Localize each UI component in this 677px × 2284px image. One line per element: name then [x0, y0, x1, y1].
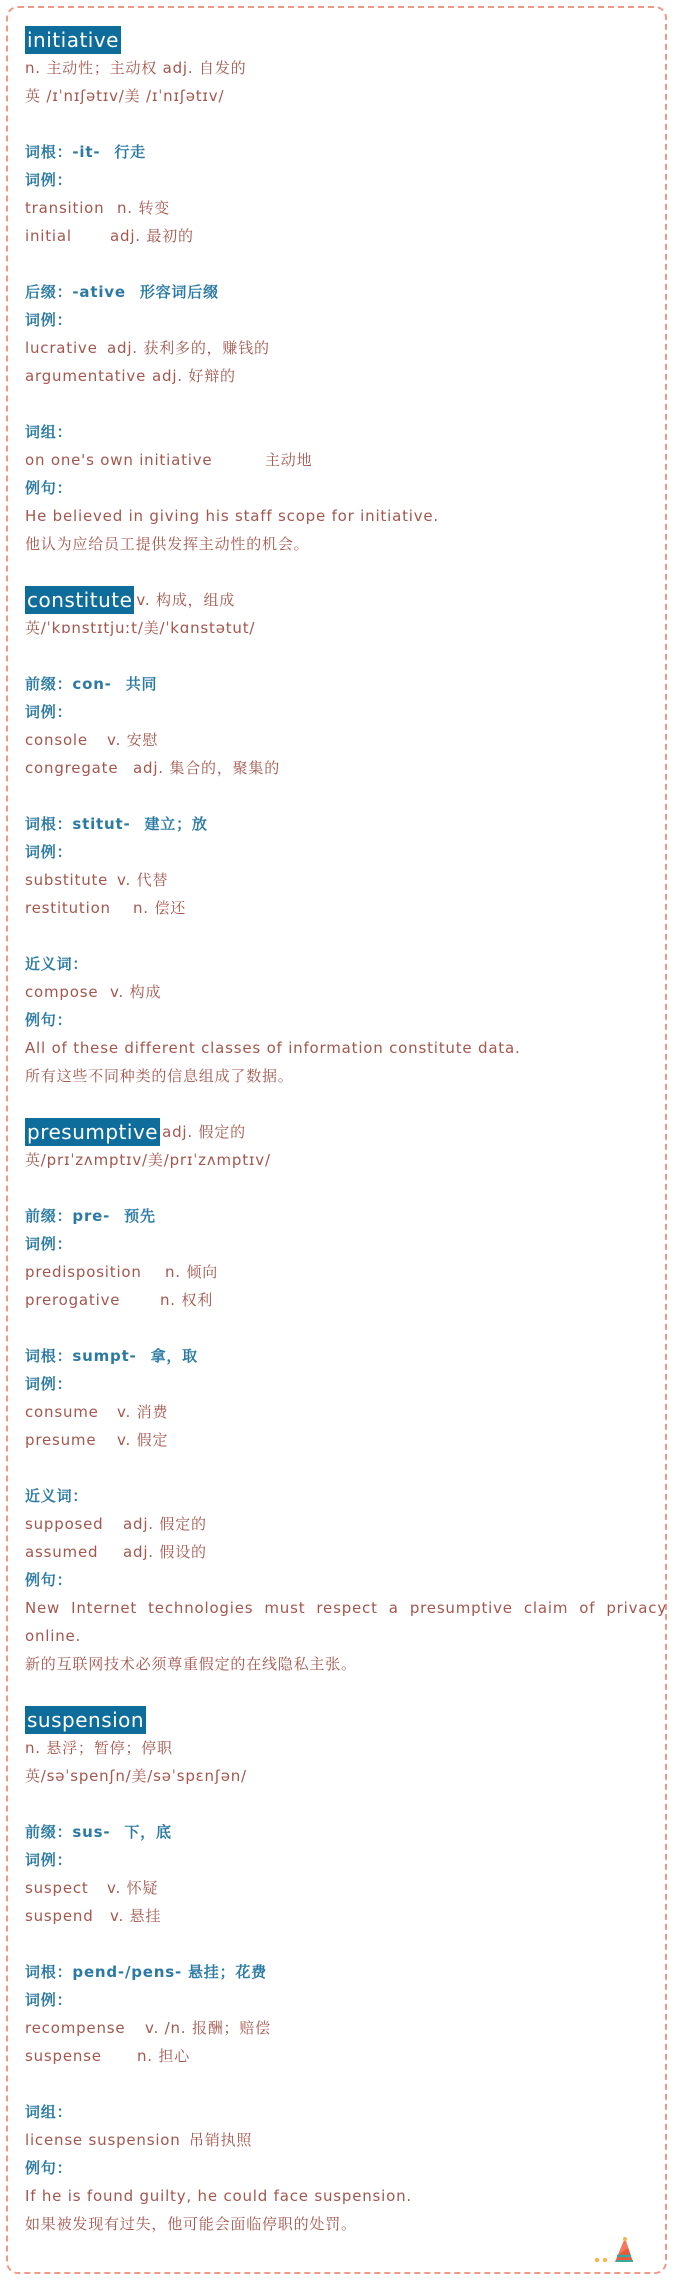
vocabulary-list: [25, 26, 667, 2238]
example-label: 词例：: [25, 703, 73, 721]
section-heading: 词根：pend-/pens- 悬挂；花费: [25, 1963, 267, 1981]
phrase-label: 词组：: [25, 2103, 73, 2121]
phrase-item: license suspension 吊销执照: [25, 2131, 253, 2149]
section-heading: 词根：stitut- 建立；放: [25, 815, 208, 833]
pronunciation: 英/prɪˈzʌmptɪv/美/prɪˈzʌmptɪv/: [25, 1151, 271, 1169]
example-label: 词例：: [25, 1991, 73, 2009]
sentence-translation: 新的互联网技术必须尊重假定的在线隐私主张。: [25, 1655, 357, 1673]
sentence-translation: 如果被发现有过失，他可能会面临停职的处罚。: [25, 2215, 357, 2233]
section-heading: 前缀：sus- 下，底: [25, 1823, 172, 1841]
pronunciation: 英 /ɪˈnɪʃətɪv/美 /ɪˈnɪʃətɪv/: [25, 87, 225, 105]
section-heading: 后缀：-ative 形容词后缀: [25, 283, 219, 301]
synonym-item: supposed adj. 假定的: [25, 1515, 207, 1533]
example-sentence: He believed in giving his staff scope for initiative.: [25, 507, 439, 525]
headword: initiative: [27, 28, 119, 52]
article-card: [6, 6, 667, 2274]
example-label: 词例：: [25, 1235, 73, 1253]
definition: adj. 假定的: [162, 1123, 246, 1141]
example-item: congregate adj. 集合的，聚集的: [25, 759, 281, 777]
example-item: transition n. 转变: [25, 199, 171, 217]
example-sentence: If he is found guilty, he could face suspension.: [25, 2187, 412, 2205]
example-sentence: New Internet technologies must respect a presumptive claim of privacy online.: [25, 1599, 667, 1645]
example-item: substitute v. 代替: [25, 871, 169, 889]
example-item: suspect v. 怀疑: [25, 1879, 159, 1897]
example-label: 词例：: [25, 843, 73, 861]
example-item: consume v. 消费: [25, 1403, 169, 1421]
example-item: presume v. 假定: [25, 1431, 169, 1449]
section-heading: 前缀：pre- 预先: [25, 1207, 156, 1225]
example-item: predisposition n. 倾向: [25, 1263, 219, 1281]
sentence-label: 例句：: [25, 2159, 73, 2177]
definition: n. 悬浮；暂停；停职: [25, 1739, 173, 1757]
phrase-item: on one's own initiative 主动地: [25, 451, 313, 469]
pronunciation: 英/səˈspenʃn/美/səˈspɛnʃən/: [25, 1767, 247, 1785]
example-label: 词例：: [25, 1851, 73, 1869]
synonym-label: 近义词：: [25, 955, 89, 973]
entry-constitute: [25, 586, 667, 1118]
section-heading: 词根：-it- 行走: [25, 143, 146, 161]
pronunciation: 英/ˈkɒnstɪtjuːt/美/ˈkɑnstətut/: [25, 619, 256, 637]
entry-suspension: [25, 1706, 667, 2238]
example-item: restitution n. 偿还: [25, 899, 187, 917]
section-heading: 词根：sumpt- 拿，取: [25, 1347, 198, 1365]
sentence-translation: 他认为应给员工提供发挥主动性的机会。: [25, 535, 310, 553]
party-hat-icon: [593, 2236, 637, 2264]
example-item: suspend v. 悬挂: [25, 1907, 162, 1925]
example-item: lucrative adj. 获利多的，赚钱的: [25, 339, 270, 357]
example-sentence: All of these different classes of information constitute data.: [25, 1039, 521, 1057]
synonym-item: assumed adj. 假设的: [25, 1543, 207, 1561]
example-item: initial adj. 最初的: [25, 227, 194, 245]
phrase-label: 词组：: [25, 423, 73, 441]
sentence-label: 例句：: [25, 1571, 73, 1589]
synonym-label: 近义词：: [25, 1487, 89, 1505]
example-item: recompense v. /n. 报酬；赔偿: [25, 2019, 271, 2037]
headword: suspension: [27, 1708, 145, 1732]
example-item: prerogative n. 权利: [25, 1291, 214, 1309]
sentence-translation: 所有这些不同种类的信息组成了数据。: [25, 1067, 294, 1085]
entry-presumptive: [25, 1118, 667, 1706]
example-item: suspense n. 担心: [25, 2047, 191, 2065]
synonym-item: compose v. 构成: [25, 983, 162, 1001]
example-label: 词例：: [25, 1375, 73, 1393]
definition: n. 主动性；主动权 adj. 自发的: [25, 59, 247, 77]
headword: presumptive: [27, 1120, 159, 1144]
headword: constitute: [27, 588, 133, 612]
example-item: console v. 安慰: [25, 731, 159, 749]
sentence-label: 例句：: [25, 479, 73, 497]
example-label: 词例：: [25, 311, 73, 329]
example-item: argumentative adj. 好辩的: [25, 367, 236, 385]
sentence-label: 例句：: [25, 1011, 73, 1029]
definition: v. 构成，组成: [136, 591, 236, 609]
section-heading: 前缀：con- 共同: [25, 675, 158, 693]
example-label: 词例：: [25, 171, 73, 189]
entry-initiative: [25, 26, 667, 586]
